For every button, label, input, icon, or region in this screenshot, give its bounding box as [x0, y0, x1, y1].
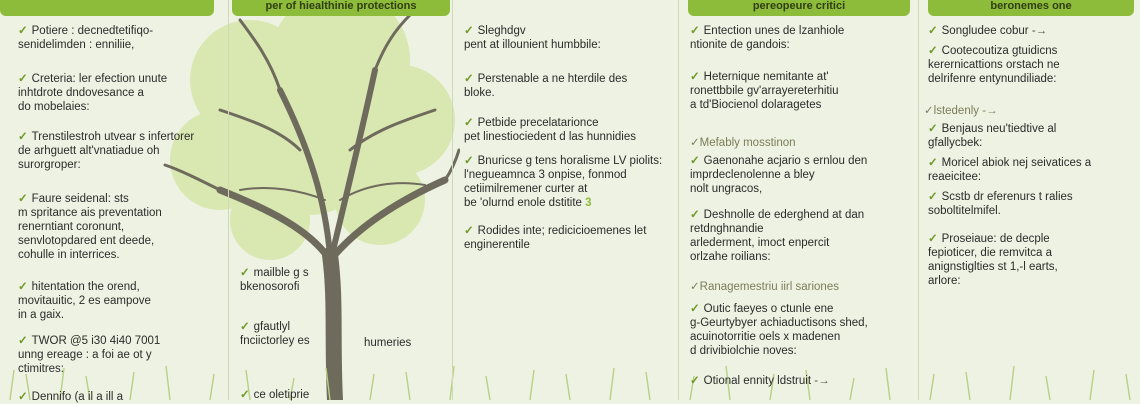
column-5 — [922, 0, 1140, 400]
check-icon: ✓ — [18, 281, 28, 293]
list-item: ✓ Outic faeyes o ctunle ene g-Geurtybyer achiaductisons shed, acuinotorritie oels x madenen d drivibiolchie noves: — [690, 303, 868, 357]
list-item: ✓ Creteria: ler efection unute inhtdrote dndovesance a do mobelaies: — [18, 73, 168, 113]
check-icon: ✓ — [690, 281, 700, 293]
list-item: ✓ Songludee cobur -→ — [928, 25, 1048, 37]
column-1 — [0, 0, 228, 403]
check-icon: ✓ — [464, 117, 474, 129]
list-item: ✓ Faure seidenal: sts m spritance ais preventation renerntiant coronunt, senvlotopdared ent deede, cohulle in interrices. — [18, 193, 162, 261]
check-icon: ✓ — [690, 25, 700, 37]
check-icon: ✓ — [464, 155, 474, 167]
check-icon: ✓ — [924, 105, 934, 117]
list-item: ✓ Trenstilestroh utvear s infertorer de arhguett alt'vnatiadue oh surorgroper: — [18, 131, 195, 171]
list-item: ✓ Heternique nemitante at' ronettbbile gv'arrayereterhitiu a td'Biocienol dolaragetes — [690, 71, 839, 111]
check-icon: ✓ — [464, 225, 474, 237]
check-icon: ✓ — [240, 389, 250, 401]
column-4-header: pereopeure critici — [688, 0, 910, 16]
arrow-icon: -→ — [1031, 25, 1048, 37]
column-divider — [228, 0, 229, 400]
list-item: ✓ Scstb dr eferenurs t ralies soboltitelmifel. — [928, 191, 1073, 217]
check-icon: ✓ — [928, 123, 938, 135]
list-item: ✓ Sleghdgv pent at illounient humbbile: — [464, 25, 601, 51]
list-item: ✓ Entection unes de lzanhiole ntionite de gandois: — [690, 25, 845, 51]
column-divider — [452, 0, 453, 400]
check-icon: ✓ — [928, 45, 938, 57]
list-item: ✓ Gaenonahe acjario s ernlou den imprdeclenolenne a bley nolt ungracos, — [690, 155, 868, 195]
list-item: ✓ Moricel abiok nej seivatices a reaeicitee: — [928, 157, 1092, 183]
check-icon: ✓ — [928, 191, 938, 203]
check-icon: ✓ — [690, 303, 700, 315]
section-subheading: ✓Mefably mosstinon — [690, 137, 796, 149]
check-icon: ✓ — [464, 25, 474, 37]
check-icon: ✓ — [690, 375, 700, 387]
column-divider — [678, 0, 679, 400]
column-4 — [682, 0, 916, 400]
list-item: ✓ Benjaus neu'tiedtive al gfallycbek: — [928, 123, 1057, 149]
highlight-number: 3 — [585, 197, 592, 209]
check-icon: ✓ — [928, 157, 938, 169]
list-item: ✓ Otional ennity ldstruit -→ — [690, 375, 830, 387]
column-2 — [232, 0, 450, 400]
list-item: ✓ Petbide precelatarionce pet linestiociedent d las hunnidies — [464, 117, 636, 143]
check-icon: ✓ — [18, 391, 28, 403]
list-item: ✓ Rodides inte; redicicioemenes let enginerentile — [464, 225, 647, 251]
check-icon: ✓ — [18, 25, 28, 37]
check-icon: ✓ — [240, 267, 250, 279]
column-1-header — [0, 0, 214, 16]
list-item: ✓ hitentation the orend, movitauitic, 2 es eampove in a gaix. — [18, 281, 151, 321]
list-item: ✓ Dennifo (a il a ill a — [18, 391, 124, 403]
section-subheading: ✓Ranagemestriu iirl sariones — [690, 281, 839, 293]
list-item: ✓ TWOR @5 i30 4i40 7001 unng ereage : a foi ae ot y ctimitres: — [18, 335, 161, 375]
check-icon: ✓ — [690, 209, 700, 221]
check-icon: ✓ — [18, 73, 28, 85]
column-divider — [918, 0, 919, 400]
list-item: ✓ Potiere : decnedtetifiqo- senidelimden : enniliie, — [18, 25, 154, 51]
check-icon: ✓ — [18, 131, 28, 143]
column-2-header: per of hiealthinie protections — [232, 0, 450, 16]
section-subheading: ✓lstedenly -→ — [924, 105, 998, 117]
check-icon: ✓ — [18, 193, 28, 205]
tree-label: ✓ ce oletiprie — [240, 389, 310, 401]
arrow-icon: -→ — [982, 105, 998, 117]
check-icon: ✓ — [690, 71, 700, 83]
check-icon: ✓ — [928, 25, 938, 37]
arrow-icon: -→ — [814, 375, 830, 387]
tree-label: ✓ gfautlyl fnciictorley es — [240, 321, 310, 347]
check-icon: ✓ — [690, 155, 700, 167]
check-icon: ✓ — [464, 73, 474, 85]
list-item: ✓ Cootecoutiza gtuidicns kerernicattions orstach ne delrifenre entynundiliade: — [928, 45, 1060, 85]
tree-label: humeries — [364, 337, 412, 349]
list-item: ✓ Bnuricse g tens horalisme LV piolits: l'negueamnca 3 onpise, fonmod cetiimilremener curter at be 'olurnd enole dstitite 3 — [464, 155, 663, 209]
check-icon: ✓ — [690, 137, 700, 149]
list-item: ✓ Perstenable a ne hterdile des bloke. — [464, 73, 628, 99]
tree-label: ✓ mailble g s bkenosorofi — [240, 267, 309, 293]
list-item: ✓ Deshnolle de ederghend at dan retdnghnandie arlederment, imoct enpercit orlzahe roilians: — [690, 209, 865, 263]
check-icon: ✓ — [18, 335, 28, 347]
list-item: ✓ Proseiaue: de decple fepioticer, die remvitca a anignstiglties st 1,-l earts, arlore: — [928, 233, 1058, 287]
column-5-header: beronemes one — [928, 0, 1134, 16]
check-icon: ✓ — [928, 233, 938, 245]
column-3 — [456, 0, 676, 400]
check-icon: ✓ — [240, 321, 250, 333]
